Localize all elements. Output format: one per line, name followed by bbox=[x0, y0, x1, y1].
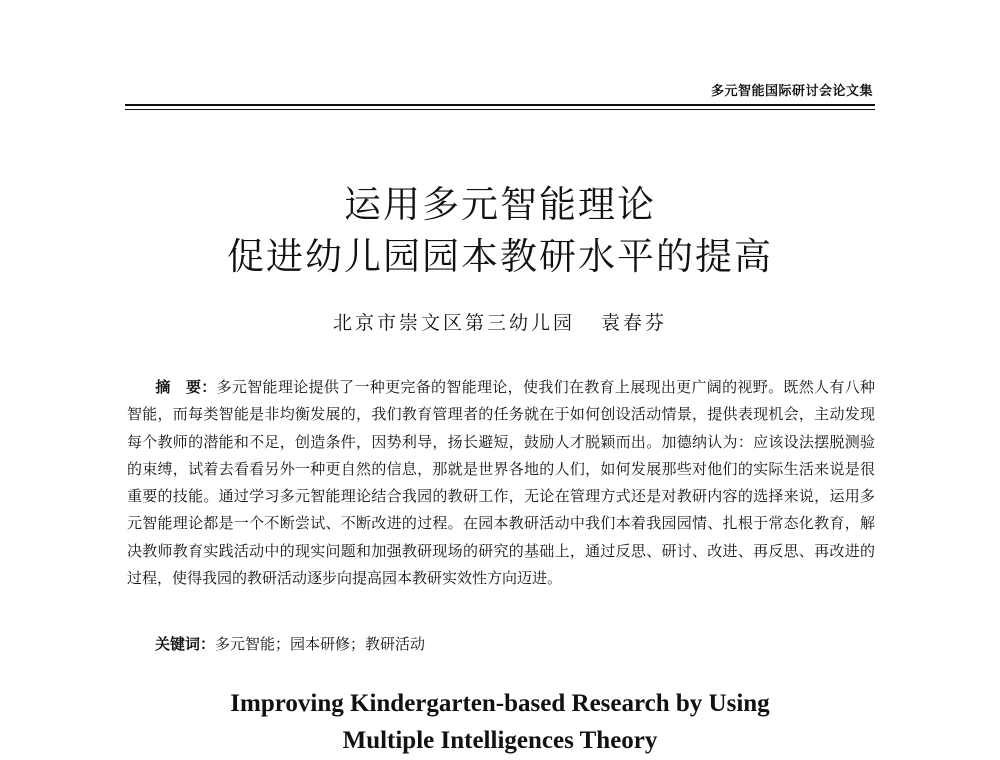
header-rule-thick bbox=[125, 104, 875, 106]
abstract bbox=[127, 374, 875, 592]
author-name: 袁春芬 bbox=[601, 312, 668, 334]
header-rule-thin bbox=[125, 109, 875, 110]
abstract-text: 多元智能理论提供了一种更完备的智能理论，使我们在教育上展现出更广阔的视野。既然人有八种智能，而每类智能是非均衡发展的，我们教育管理者的任务就在于如何创设活动情景，提供表现机会，主动发现每个教师的潜能和不足，创造条件，因势利导，扬长避短，鼓励人才脱颖而出。加德纳认为：应该设法摆脱测验的束缚，试着去看看另外一种更自然的信息，那就是世界各地的人们，如何发展那些对他们的实际生活来说是很重要的技能。通过学习多元智能理论结合我园的教研工作，无论在管理方式还是对教研内容的选择来说，运用多元智能理论都是一个不断尝试、不断改进的过程。在园本教研活动中我们本着我园园情、扎根于常态化教育，解决教师教育实践活动中的现实问题和加强教研现场的研究的基础上，通过反思、研讨、改进、再反思、再改进的过程，使得我园的教研活动逐步向提高园本教研实效性方向迈进。 bbox=[127, 378, 875, 588]
english-title-line-2: Multiple Intelligences Theory bbox=[342, 727, 658, 754]
keywords bbox=[155, 633, 425, 654]
paper-title-line-2: 促进幼儿园园本教研水平的提高 bbox=[227, 235, 773, 278]
running-header: 多元智能国际研讨会论文集 bbox=[710, 84, 873, 99]
keywords-label: 关键词： bbox=[155, 635, 216, 653]
english-title-line-1: Improving Kindergarten-based Research by Using bbox=[230, 690, 770, 717]
author-affiliation: 北京市崇文区第三幼儿园 bbox=[332, 312, 575, 334]
author-line bbox=[0, 308, 1000, 335]
abstract-label: 摘 要： bbox=[155, 378, 217, 396]
paper-title-line-1: 运用多元智能理论 bbox=[344, 183, 656, 226]
keywords-text: 多元智能；园本研修；教研活动 bbox=[215, 635, 426, 653]
